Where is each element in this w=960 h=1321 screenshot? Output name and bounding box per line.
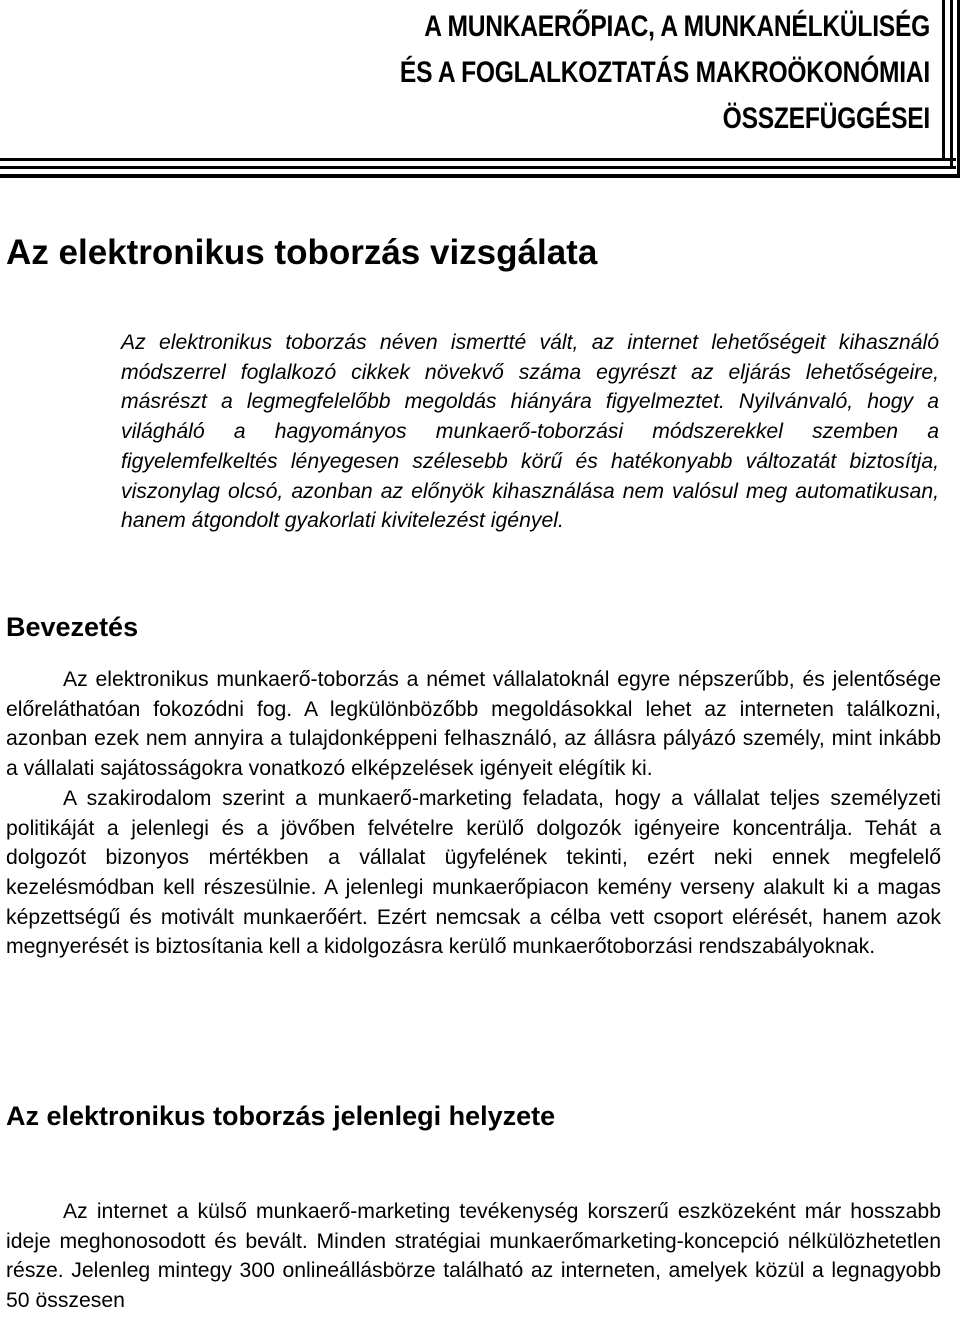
chapter-title-line: ÉS A FOGLALKOZTATÁS MAKROÖKONÓMIAI [399,56,930,89]
banner-rule [950,0,953,169]
banner-rule [0,166,956,169]
section-heading-current-state: Az elektronikus toborzás jelenlegi helyzete [6,1101,556,1131]
chapter-banner [0,0,960,180]
chapter-title-line: ÖSSZEFÜGGÉSEI [722,102,930,135]
banner-rule [0,174,960,178]
article-abstract: Az elektronikus toborzás néven ismertté vált, az internet lehetőségeit kihasználó módszerrel foglalkozó cikkek növekvő száma egyrészt az eljárás lehetőségeire, másrészt a legmegfelelőbb megoldás hiányára figyelmeztet. Nyilvánvaló, hogy a világháló a hagyományos munkaerő-toborzási módszerekkel szemben a figyelemfelkeltés lényegesen szélesebb körű és hatékonyabb változatát biztosítja, viszonylag olcsó, azonban az előnyök kihasználása nem valósul meg automatikusan, hanem átgondolt gyakorlati kivitelezést igényel. [121,331,939,533]
body-paragraph: A szakirodalom szerint a munkaerő-marketing feladata, hogy a vállalat teljes személyzeti politikáját a jelenlegi és a jövőben felvételre kerülő dolgozók igényeire koncentrálja. Tehát a dolgozót bizonyos mértékben a vállalat ügyfelének tekinti, ezért neki ennek megfelelő kezelésmódban kell részesülnie. A jelenlegi munkaerőpiacon kemény verseny alakult ki a magas képzettségű és motivált munkaerőért. Ezért nemcsak a célba vett csoport elérését, hanem azok megnyerését is biztosítania kell a kidolgozásra kerülő munkaerőtoborzási rendszabályoknak. [6,786,941,959]
body-paragraph: Az internet a külső munkaerő-marketing tevékenység korszerű eszközeként már hosszabb ideje meghonosodott és bevált. Minden stratégiai munkaerőmarketing-koncepció nélkülözhetetlen része. Jelenleg mintegy 300 onlineállásbörze található az interneten, amelyek közül a legnagyobb 50 összesen [6,1200,941,1313]
chapter-title-line: A MUNKAERŐPIAC, A MUNKANÉLKÜLISÉG [424,10,930,43]
section-body-current-state [6,1197,941,1316]
body-paragraph: Az elektronikus munkaerő-toborzás a német vállalatoknál egyre népszerűbb, és jelentősége előreláthatóan fokozódni fog. A legkülönbözőbb megoldásokkal lehet az interneten találkozni, azonban ezek nem annyira a tulajdonképpeni felhasználó, az állásra pályázó személy, mint inkább a vállalati sajátosságokra vonatkozó elképzelések igényeit elégítik ki. [6,668,941,781]
section-heading-intro: Bevezetés [6,612,139,642]
chapter-title [356,4,930,142]
section-body-intro [6,665,941,962]
banner-rule [942,0,945,161]
article-title: Az elektronikus toborzás vizsgálata [6,233,598,272]
banner-rule [0,158,956,161]
